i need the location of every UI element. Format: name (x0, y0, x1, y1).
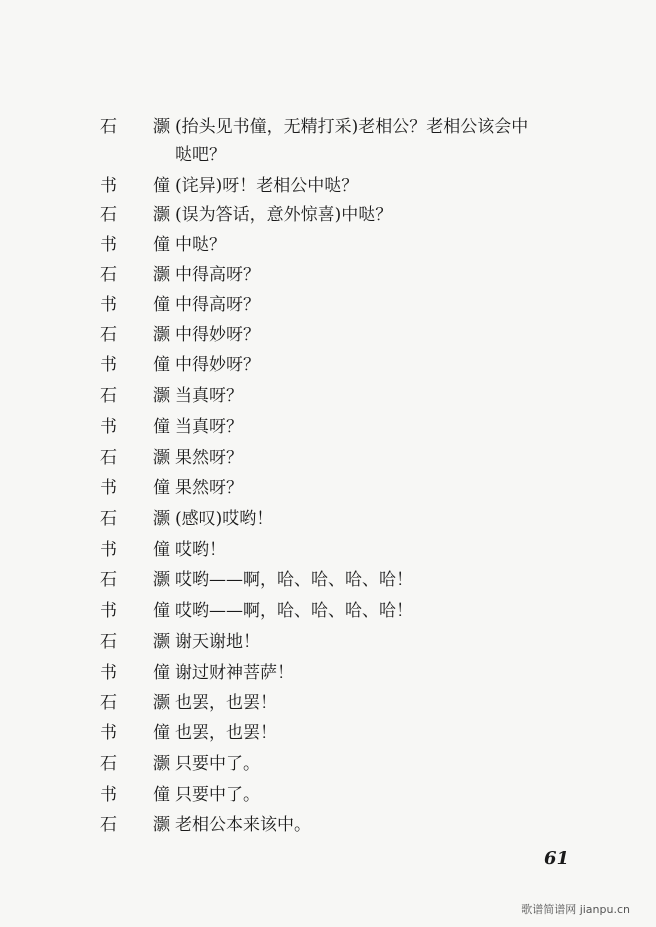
dialogue-text: 中得高呀？ (175, 295, 260, 315)
dialogue-line (100, 565, 600, 595)
dialogue-text: 只要中了。 (175, 785, 260, 805)
speaker-name: 书 僮 (100, 478, 170, 498)
speaker-name: 石 灏 (100, 509, 170, 529)
speaker-name: 书 僮 (100, 785, 170, 805)
dialogue-line (100, 171, 600, 201)
dialogue-text: 也罢，也罢！ (175, 723, 277, 743)
speaker-name: 书 僮 (100, 355, 170, 375)
dialogue-line (100, 350, 600, 380)
dialogue-line (100, 627, 600, 657)
dialogue-text: 谢天谢地！ (175, 632, 260, 652)
dialogue-text: 谢过财神菩萨！ (175, 663, 294, 683)
dialogue-line (100, 473, 600, 503)
dialogue-text: (感叹)哎哟！ (175, 509, 274, 529)
dialogue-text: (诧异)呀！老相公中哒？ (175, 176, 359, 196)
speaker-name: 石 灏 (100, 693, 170, 713)
dialogue-line (100, 749, 600, 779)
dialogue-line (100, 200, 600, 230)
speaker-name: 书 僮 (100, 663, 170, 683)
dialogue-text: (抬头见书僮，无精打采)老相公？老相公该会中 (175, 117, 529, 137)
speaker-name: 书 僮 (100, 295, 170, 315)
dialogue-text: 中得妙呀？ (175, 355, 260, 375)
dialogue-text: 当真呀？ (175, 386, 243, 406)
dialogue-line (100, 718, 600, 748)
dialogue-line (100, 290, 600, 320)
dialogue-line (100, 504, 600, 534)
speaker-name: 书 僮 (100, 235, 170, 255)
dialogue-line (100, 810, 600, 840)
speaker-name: 书 僮 (100, 417, 170, 437)
speaker-name: 书 僮 (100, 540, 170, 560)
dialogue-line (100, 412, 600, 442)
site-watermark: 歌谱简谱网 jianpu.cn (521, 903, 630, 916)
speaker-name: 石 灏 (100, 386, 170, 406)
dialogue-text: 中得妙呀？ (175, 325, 260, 345)
dialogue-line (100, 443, 600, 473)
speaker-name: 书 僮 (100, 723, 170, 743)
speaker-name: 石 灏 (100, 265, 170, 285)
dialogue-line (100, 780, 600, 810)
speaker-name: 石 灏 (100, 325, 170, 345)
dialogue-line (100, 381, 600, 411)
dialogue-text: 老相公本来该中。 (175, 815, 311, 835)
dialogue-text: (误为答话，意外惊喜)中哒？ (175, 205, 393, 225)
speaker-name: 石 灏 (100, 205, 170, 225)
page-number: 61 (544, 848, 570, 869)
speaker-name: 书 僮 (100, 601, 170, 621)
dialogue-line (100, 596, 600, 626)
speaker-name: 石 灏 (100, 632, 170, 652)
dialogue-line (100, 535, 600, 565)
dialogue-text: 只要中了。 (175, 754, 260, 774)
dialogue-continuation: 哒吧？ (175, 145, 226, 165)
speaker-name: 石 灏 (100, 570, 170, 590)
dialogue-line (100, 112, 600, 142)
dialogue-line (100, 658, 600, 688)
dialogue-text: 当真呀？ (175, 417, 243, 437)
dialogue-text: 果然呀？ (175, 448, 243, 468)
dialogue-text: 哎哟——啊，哈、哈、哈、哈！ (175, 601, 413, 621)
dialogue-line (100, 320, 600, 350)
dialogue-text: 哎哟！ (175, 540, 226, 560)
speaker-name: 石 灏 (100, 815, 170, 835)
dialogue-line (100, 230, 600, 260)
speaker-name: 书 僮 (100, 176, 170, 196)
speaker-name: 石 灏 (100, 448, 170, 468)
speaker-name: 石 灏 (100, 117, 170, 137)
dialogue-text: 中得高呀？ (175, 265, 260, 285)
dialogue-text: 中哒？ (175, 235, 226, 255)
speaker-name: 石 灏 (100, 754, 170, 774)
dialogue-line (100, 688, 600, 718)
dialogue-text: 也罢，也罢！ (175, 693, 277, 713)
dialogue-line (100, 260, 600, 290)
dialogue-text: 果然呀？ (175, 478, 243, 498)
dialogue-text: 哎哟——啊，哈、哈、哈、哈！ (175, 570, 413, 590)
